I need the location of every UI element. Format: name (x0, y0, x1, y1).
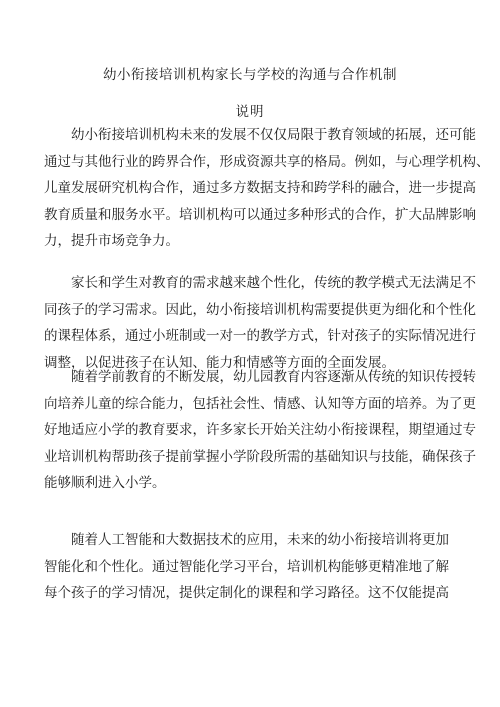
paragraph-line: 每个孩子的学习情况，提供定制化的课程和学习路径。这不仅能提高 (44, 585, 449, 601)
paragraph-line: 幼小衔接培训机构未来的发展不仅仅局限于教育领域的拓展，还可能 (71, 127, 476, 143)
paragraph-2 (44, 270, 476, 376)
paragraph-3 (44, 364, 476, 497)
document-title: 幼小衔接培训机构家长与学校的沟通与合作机制 (103, 67, 397, 83)
paragraph-line: 儿童发展研究机构合作，通过多方数据支持和跨学科的融合，进一步提高 (44, 180, 476, 196)
paragraph-line: 调整，以促进孩子在认知、能力和情感等方面的全面发展。 (44, 354, 395, 371)
paragraph-line: 的课程体系，通过小班制或一对一的教学方式，针对孩子的实际情况进行 (44, 328, 476, 344)
paragraph-line: 业培训机构帮助孩子提前掌握小学阶段所需的基础知识与技能，确保孩子 (44, 448, 476, 465)
paragraph-4 (44, 527, 464, 607)
document-subtitle: 说明 (235, 104, 265, 120)
paragraph-line: 家长和学生对教育的需求越来越个性化，传统的教学模式无法满足不 (71, 275, 476, 291)
paragraph-line: 通过与其他行业的跨界合作，形成资源共享的格局。例如，与心理学机构、 (44, 153, 490, 170)
paragraph-1 (44, 122, 490, 255)
paragraph-line: 向培养儿童的综合能力，包括社会性、情感、认知等方面的培养。为了更 (44, 395, 476, 412)
paragraph-line: 好地适应小学的教育要求，许多家长开始关注幼小衔接课程，期望通过专 (44, 422, 476, 438)
paragraph-line: 能够顺利进入小学。 (44, 475, 166, 491)
paragraph-line: 同孩子的学习需求。因此，幼小衔接培训机构需要提供更为细化和个性化 (44, 301, 476, 318)
paragraph-line: 智能化和个性化。通过智能化学习平台，培训机构能够更精准地了解 (44, 558, 449, 575)
paragraph-line: 教育质量和服务水平。培训机构可以通过多种形式的合作，扩大品牌影响 (44, 206, 476, 223)
paragraph-line: 随着学前教育的不断发展，幼儿园教育内容逐渐从传统的知识传授转 (71, 369, 476, 385)
paragraph-line: 力，提升市场竞争力。 (44, 233, 179, 249)
paragraph-line: 随着人工智能和大数据技术的应用，未来的幼小衔接培训将更加 (71, 532, 449, 548)
